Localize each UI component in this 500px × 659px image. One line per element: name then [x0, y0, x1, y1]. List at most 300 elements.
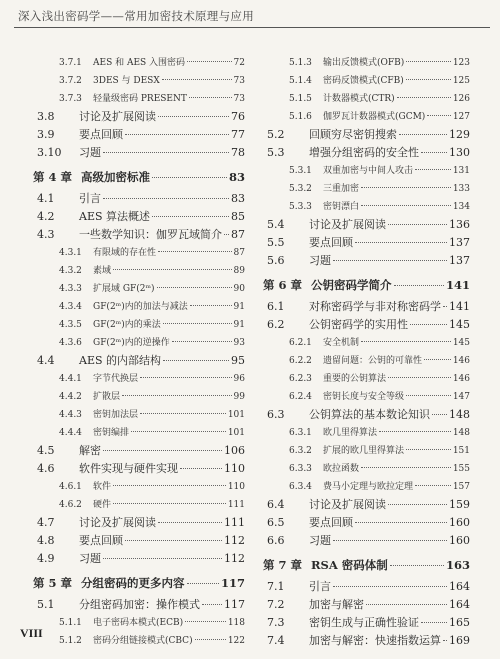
- dot-leader: [125, 134, 229, 135]
- toc-entry-number: 5.3: [267, 146, 285, 159]
- toc-entry-number: 第 4 章: [33, 170, 73, 184]
- toc-section-entry: [33, 228, 245, 246]
- toc-entry-number: 3.9: [37, 128, 55, 141]
- toc-entry-page: 164: [449, 580, 470, 593]
- toc-entry-title: 高级加密标准: [81, 170, 150, 184]
- dot-leader: [406, 61, 451, 62]
- toc-subsection-entry: [263, 74, 470, 92]
- toc-entry-number: 7.2: [267, 598, 285, 611]
- toc-entry-page: 137: [449, 236, 470, 249]
- dot-leader: [397, 97, 451, 98]
- toc-entry-page: 163: [445, 558, 470, 572]
- toc-entry-title: GF(2ᵐ)内的加法与减法: [93, 302, 188, 312]
- toc-subsection-entry: [33, 264, 245, 282]
- toc-entry-title: 3DES 与 DESX: [93, 76, 160, 86]
- dot-leader: [113, 485, 226, 486]
- toc-entry-title: 字节代换层: [93, 374, 139, 384]
- dot-leader: [406, 79, 451, 80]
- toc-entry-title: 伽罗瓦计数器模式(GCM): [323, 112, 426, 122]
- toc-entry-page: 159: [449, 498, 470, 511]
- toc-entry-number: 3.7.2: [59, 76, 82, 86]
- toc-subsection-entry: [263, 480, 470, 498]
- toc-entry-number: 4.6.1: [59, 482, 82, 492]
- toc-entry-title: 习题: [309, 254, 331, 267]
- dot-leader: [424, 359, 451, 360]
- toc-entry-number: 5.3.3: [289, 202, 312, 212]
- toc-entry-page: 160: [449, 534, 470, 547]
- toc-subsection-entry: [263, 164, 470, 182]
- dot-leader: [388, 377, 451, 378]
- toc-entry-page: 110: [227, 482, 245, 492]
- toc-entry-number: 6.2.3: [289, 374, 312, 384]
- toc-entry-title: 分组密码的更多内容: [81, 576, 185, 590]
- dot-leader: [122, 395, 232, 396]
- dot-leader: [443, 306, 447, 307]
- toc-chapter-entry: [263, 558, 470, 580]
- toc-entry-page: 118: [227, 618, 245, 628]
- toc-entry-number: 4.4: [37, 354, 55, 367]
- toc-subsection-entry: [263, 372, 470, 390]
- toc-subsection-entry: [263, 110, 470, 128]
- toc-entry-title: 硬件: [93, 500, 112, 510]
- toc-entry-number: 4.7: [37, 516, 55, 529]
- dot-leader: [406, 395, 451, 396]
- toc-entry-page: 130: [449, 146, 470, 159]
- toc-entry-page: 137: [449, 254, 470, 267]
- toc-entry-page: 101: [227, 410, 245, 420]
- toc-entry-number: 5.4: [267, 218, 285, 231]
- toc-section-entry: [263, 128, 470, 146]
- toc-subsection-entry: [33, 300, 245, 318]
- toc-entry-number: 4.4.2: [59, 392, 82, 402]
- toc-entry-page: 93: [233, 338, 245, 348]
- dot-leader: [103, 558, 222, 559]
- toc-entry-number: 6.3.4: [289, 482, 312, 492]
- dot-leader: [140, 413, 226, 414]
- toc-entry-number: 4.5: [37, 444, 55, 457]
- toc-entry-number: 6.2.1: [289, 338, 312, 348]
- toc-entry-title: 双重加密与中间人攻击: [323, 166, 414, 176]
- toc-entry-page: 146: [452, 356, 470, 366]
- toc-entry-page: 125: [452, 76, 470, 86]
- toc-entry-number: 4.3.3: [59, 284, 82, 294]
- dot-leader: [103, 152, 229, 153]
- toc-entry-title: 电子密码本模式(ECB): [93, 618, 184, 628]
- toc-entry-number: 第 6 章: [263, 278, 303, 292]
- toc-entry-page: 106: [224, 444, 245, 457]
- toc-section-entry: [33, 192, 245, 210]
- page-folio: VIII: [20, 626, 43, 640]
- toc-entry-number: 7.1: [267, 580, 285, 593]
- toc-entry-number: 4.2: [37, 210, 55, 223]
- toc-subsection-entry: [33, 616, 245, 634]
- toc-entry-number: 7.4: [267, 634, 285, 647]
- toc-entry-title: 密码分组链接模式(CBC): [93, 636, 193, 646]
- toc-entry-title: 扩展域 GF(2ᵐ): [93, 284, 155, 294]
- toc-entry-number: 4.3.6: [59, 338, 82, 348]
- toc-entry-number: 4.4.3: [59, 410, 82, 420]
- toc-section-entry: [33, 534, 245, 552]
- toc-entry-title: 密钥加法层: [93, 410, 139, 420]
- toc-entry-page: 112: [224, 552, 245, 565]
- toc-entry-title: 对称密码学与非对称密码学: [309, 300, 441, 313]
- dot-leader: [390, 565, 444, 566]
- toc-entry-page: 91: [233, 302, 245, 312]
- toc-section-entry: [33, 598, 245, 616]
- toc-entry-number: 4.4.1: [59, 374, 82, 384]
- toc-entry-page: 141: [445, 278, 470, 292]
- toc-entry-title: 密钥编排: [93, 428, 130, 438]
- toc-entry-number: 5.2: [267, 128, 285, 141]
- toc-entry-number: 6.3.2: [289, 446, 312, 456]
- toc-entry-page: 145: [449, 318, 470, 331]
- toc-section-entry: [33, 128, 245, 146]
- toc-entry-title: 引言: [309, 580, 331, 593]
- toc-subsection-entry: [33, 336, 245, 354]
- toc-subsection-entry: [263, 336, 470, 354]
- toc-entry-number: 6.1: [267, 300, 285, 313]
- toc-entry-title: AES 和 AES 入围密码: [93, 58, 186, 68]
- dot-leader: [355, 242, 447, 243]
- toc-entry-title: 有限域的存在性: [93, 248, 157, 258]
- toc-entry-page: 117: [224, 598, 245, 611]
- toc-entry-number: 第 5 章: [33, 576, 73, 590]
- toc-subsection-entry: [33, 282, 245, 300]
- toc-entry-number: 4.3.5: [59, 320, 82, 330]
- toc-entry-page: 95: [231, 354, 245, 367]
- dot-leader: [113, 503, 226, 504]
- toc-entry-number: 3.7.3: [59, 94, 82, 104]
- toc-right-column: [263, 56, 470, 652]
- toc-section-entry: [33, 210, 245, 228]
- toc-entry-title: 密钥长度与安全等级: [323, 392, 405, 402]
- dot-leader: [187, 61, 231, 62]
- dot-leader: [388, 224, 447, 225]
- dot-leader: [406, 449, 451, 450]
- toc-section-entry: [263, 598, 470, 616]
- toc-entry-number: 4.9: [37, 552, 55, 565]
- toc-entry-page: 126: [452, 94, 470, 104]
- toc-entry-number: 6.6: [267, 534, 285, 547]
- toc-subsection-entry: [33, 426, 245, 444]
- toc-entry-number: 6.2.2: [289, 356, 312, 366]
- toc-entry-page: 164: [449, 598, 470, 611]
- toc-entry-title: AES 算法概述: [79, 210, 151, 223]
- toc-entry-page: 134: [452, 202, 470, 212]
- toc-entry-page: 99: [233, 392, 245, 402]
- toc-entry-title: 解密: [79, 444, 101, 457]
- toc-entry-title: 计数器模式(CTR): [323, 94, 395, 104]
- dot-leader: [140, 377, 232, 378]
- toc-left-column: [33, 56, 245, 652]
- dot-leader: [379, 431, 451, 432]
- toc-entry-number: 5.3.2: [289, 184, 312, 194]
- toc-entry-page: 110: [224, 462, 245, 475]
- toc-entry-title: 公钥算法的基本数论知识: [309, 408, 430, 421]
- toc-entry-title: GF(2ᵐ)内的逆操作: [93, 338, 170, 348]
- toc-subsection-entry: [33, 390, 245, 408]
- toc-section-entry: [263, 408, 470, 426]
- toc-entry-page: 87: [233, 248, 245, 258]
- toc-entry-page: 145: [452, 338, 470, 348]
- dot-leader: [180, 468, 222, 469]
- toc-entry-number: 5.1.4: [289, 76, 312, 86]
- dot-leader: [185, 621, 226, 622]
- toc-subsection-entry: [263, 462, 470, 480]
- dot-leader: [172, 341, 232, 342]
- toc-subsection-entry: [263, 426, 470, 444]
- toc-entry-title: 回顾穷尽密钥搜索: [309, 128, 397, 141]
- toc-entry-page: 165: [449, 616, 470, 629]
- toc-subsection-entry: [263, 92, 470, 110]
- toc-entry-title: 遗留问题：公钥的可靠性: [323, 356, 423, 366]
- dot-leader: [443, 640, 447, 641]
- toc-subsection-entry: [263, 200, 470, 218]
- toc-subsection-entry: [33, 92, 245, 110]
- toc-entry-page: 85: [231, 210, 245, 223]
- dot-leader: [158, 522, 222, 523]
- toc-subsection-entry: [263, 56, 470, 74]
- toc-entry-page: 78: [231, 146, 245, 159]
- toc-entry-title: 欧几里得算法: [323, 428, 378, 438]
- toc-entry-number: 4.3: [37, 228, 55, 241]
- toc-chapter-entry: [263, 278, 470, 300]
- toc-entry-title: 密钥生成与正确性验证: [309, 616, 419, 629]
- toc-entry-page: 169: [449, 634, 470, 647]
- toc-entry-title: 讨论及扩展阅读: [309, 498, 386, 511]
- toc-entry-number: 4.3.4: [59, 302, 82, 312]
- toc-entry-page: 151: [452, 446, 470, 456]
- toc-entry-number: 6.3: [267, 408, 285, 421]
- dot-leader: [361, 187, 451, 188]
- toc-entry-title: 讨论及扩展阅读: [309, 218, 386, 231]
- dot-leader: [103, 198, 229, 199]
- toc-subsection-entry: [33, 74, 245, 92]
- toc-entry-title: 要点回顾: [79, 534, 123, 547]
- toc-section-entry: [263, 254, 470, 272]
- toc-entry-page: 111: [227, 500, 245, 510]
- toc-entry-page: 155: [452, 464, 470, 474]
- toc-entry-title: 要点回顾: [79, 128, 123, 141]
- toc-entry-page: 83: [231, 192, 245, 205]
- toc-section-entry: [263, 616, 470, 634]
- toc-entry-title: 分组密码加密：操作模式: [79, 598, 200, 611]
- toc-entry-number: 4.3.2: [59, 266, 82, 276]
- dot-leader: [333, 260, 447, 261]
- toc-entry-page: 127: [452, 112, 470, 122]
- toc-section-entry: [33, 552, 245, 570]
- dot-leader: [361, 205, 451, 206]
- toc-entry-number: 3.8: [37, 110, 55, 123]
- dot-leader: [157, 287, 232, 288]
- dot-leader: [361, 341, 451, 342]
- toc-entry-title: 讨论及扩展阅读: [79, 516, 156, 529]
- toc-entry-number: 5.3.1: [289, 166, 312, 176]
- toc-entry-page: 83: [228, 170, 245, 184]
- toc-entry-title: 增强分组密码的安全性: [309, 146, 419, 159]
- toc-entry-page: 111: [224, 516, 245, 529]
- dot-leader: [103, 450, 222, 451]
- toc-chapter-entry: [33, 576, 245, 598]
- toc-subsection-entry: [33, 408, 245, 426]
- dot-leader: [366, 604, 447, 605]
- dot-leader: [355, 522, 447, 523]
- dot-leader: [125, 540, 222, 541]
- toc-section-entry: [263, 534, 470, 552]
- toc-entry-title: 轻量级密码 PRESENT: [93, 94, 187, 104]
- toc-entry-page: 96: [233, 374, 245, 384]
- toc-entry-page: 146: [452, 374, 470, 384]
- toc-entry-page: 141: [449, 300, 470, 313]
- toc-entry-title: 重要的公钥算法: [323, 374, 387, 384]
- toc-entry-title: 软件: [93, 482, 112, 492]
- toc-entry-title: 欧拉函数: [323, 464, 360, 474]
- toc-entry-number: 6.2.4: [289, 392, 312, 402]
- toc-subsection-entry: [33, 56, 245, 74]
- dot-leader: [190, 305, 232, 306]
- toc-entry-page: 76: [231, 110, 245, 123]
- toc-section-entry: [33, 462, 245, 480]
- toc-entry-page: 112: [224, 534, 245, 547]
- toc-entry-number: 第 7 章: [263, 558, 303, 572]
- toc-entry-page: 133: [452, 184, 470, 194]
- toc-subsection-entry: [33, 246, 245, 264]
- toc-entry-title: 习题: [79, 146, 101, 159]
- toc-entry-title: 输出反馈模式(OFB): [323, 58, 405, 68]
- toc-entry-title: 要点回顾: [309, 516, 353, 529]
- toc-section-entry: [263, 146, 470, 164]
- header-rule: [14, 27, 490, 28]
- toc-entry-title: 加密与解密：快速指数运算: [309, 634, 441, 647]
- toc-entry-title: GF(2ᵐ)内的乘法: [93, 320, 161, 330]
- dot-leader: [202, 604, 222, 605]
- toc-entry-page: 90: [233, 284, 245, 294]
- toc-entry-title: 加密与解密: [309, 598, 364, 611]
- toc-entry-page: 147: [452, 392, 470, 402]
- dot-leader: [131, 431, 226, 432]
- toc-entry-title: 安全机制: [323, 338, 360, 348]
- dot-leader: [162, 79, 232, 80]
- toc-entry-number: 4.4.4: [59, 428, 82, 438]
- toc-entry-page: 87: [231, 228, 245, 241]
- toc-entry-number: 6.4: [267, 498, 285, 511]
- toc-section-entry: [263, 580, 470, 598]
- toc-entry-title: 公钥密码学的实用性: [309, 318, 408, 331]
- dot-leader: [224, 234, 229, 235]
- toc-entry-page: 89: [233, 266, 245, 276]
- toc-subsection-entry: [33, 634, 245, 652]
- running-header: 深入浅出密码学——常用加密技术原理与应用: [18, 9, 254, 23]
- dot-leader: [427, 115, 450, 116]
- toc-section-entry: [33, 110, 245, 128]
- toc-entry-number: 5.1.1: [59, 618, 82, 628]
- toc-entry-page: 91: [233, 320, 245, 330]
- toc-section-entry: [263, 300, 470, 318]
- dot-leader: [410, 324, 447, 325]
- toc-section-entry: [263, 318, 470, 336]
- toc-entry-page: 136: [449, 218, 470, 231]
- toc-entry-number: 6.3.1: [289, 428, 312, 438]
- toc-entry-page: 131: [452, 166, 470, 176]
- toc-entry-title: RSA 密码体制: [311, 558, 388, 572]
- dot-leader: [152, 216, 229, 217]
- toc-entry-page: 73: [233, 76, 245, 86]
- toc-entry-number: 5.1: [37, 598, 55, 611]
- toc-entry-page: 148: [449, 408, 470, 421]
- toc-entry-title: 公钥密码学简介: [311, 278, 392, 292]
- toc-entry-title: 习题: [309, 534, 331, 547]
- toc-chapter-entry: [33, 170, 245, 192]
- toc-subsection-entry: [263, 354, 470, 372]
- toc-entry-page: 123: [452, 58, 470, 68]
- toc-subsection-entry: [33, 480, 245, 498]
- dot-leader: [415, 169, 451, 170]
- toc-section-entry: [33, 444, 245, 462]
- dot-leader: [421, 152, 447, 153]
- toc-entry-page: 77: [231, 128, 245, 141]
- toc-entry-number: 4.6: [37, 462, 55, 475]
- toc-entry-title: 密钥漂白: [323, 202, 360, 212]
- toc-entry-title: 三重加密: [323, 184, 360, 194]
- dot-leader: [152, 177, 227, 178]
- toc-entry-page: 157: [452, 482, 470, 492]
- toc-entry-page: 148: [452, 428, 470, 438]
- toc-entry-number: 4.6.2: [59, 500, 82, 510]
- toc-entry-title: 讨论及扩展阅读: [79, 110, 156, 123]
- dot-leader: [432, 414, 447, 415]
- dot-leader: [195, 639, 226, 640]
- toc-entry-title: 一些数学知识：伽罗瓦域简介: [79, 228, 222, 241]
- dot-leader: [333, 540, 447, 541]
- toc-entry-title: 扩展的欧几里得算法: [323, 446, 405, 456]
- toc-entry-number: 5.6: [267, 254, 285, 267]
- toc-entry-number: 6.2: [267, 318, 285, 331]
- toc-section-entry: [263, 498, 470, 516]
- toc-entry-number: 3.7.1: [59, 58, 82, 68]
- toc-entry-title: 费马小定理与欧拉定理: [323, 482, 414, 492]
- toc-entry-number: 5.1.3: [289, 58, 312, 68]
- dot-leader: [113, 269, 232, 270]
- toc-entry-page: 101: [227, 428, 245, 438]
- toc-entry-page: 129: [449, 128, 470, 141]
- toc-section-entry: [263, 236, 470, 254]
- toc-entry-number: 4.1: [37, 192, 55, 205]
- dot-leader: [388, 504, 447, 505]
- toc-subsection-entry: [33, 372, 245, 390]
- toc-entry-title: 要点回顾: [309, 236, 353, 249]
- toc-entry-number: 5.5: [267, 236, 285, 249]
- dot-leader: [361, 467, 451, 468]
- toc-entry-title: 习题: [79, 552, 101, 565]
- dot-leader: [163, 323, 232, 324]
- toc-section-entry: [263, 634, 470, 652]
- dot-leader: [163, 360, 229, 361]
- toc-entry-title: 素域: [93, 266, 112, 276]
- toc-entry-number: 5.1.5: [289, 94, 312, 104]
- toc-subsection-entry: [33, 318, 245, 336]
- dot-leader: [189, 97, 232, 98]
- toc-entry-title: 引言: [79, 192, 101, 205]
- toc-entry-number: 7.3: [267, 616, 285, 629]
- toc-entry-title: AES 的内部结构: [79, 354, 162, 367]
- toc-section-entry: [33, 146, 245, 164]
- dot-leader: [158, 251, 232, 252]
- toc-entry-number: 5.1.2: [59, 636, 82, 646]
- dot-leader: [158, 116, 229, 117]
- toc-entry-number: 6.5: [267, 516, 285, 529]
- toc-entry-page: 72: [233, 58, 245, 68]
- dot-leader: [421, 622, 447, 623]
